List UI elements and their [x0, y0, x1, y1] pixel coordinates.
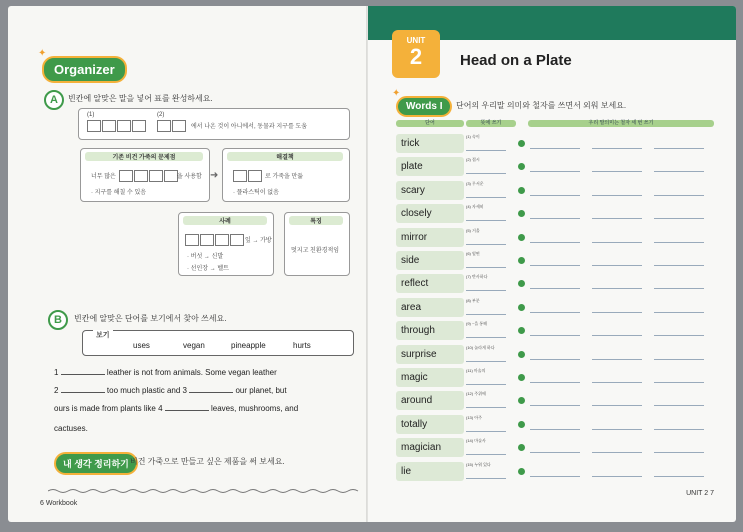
bullet-icon	[518, 280, 525, 287]
spelling-line[interactable]	[654, 382, 704, 383]
spelling-line[interactable]	[530, 382, 580, 383]
meaning-field[interactable]	[466, 368, 506, 387]
unit-badge	[392, 30, 440, 78]
meaning-field[interactable]	[466, 345, 506, 364]
sentence-4: cactuses.	[54, 424, 88, 433]
word-cell: trick	[396, 134, 464, 153]
meaning-field[interactable]	[466, 134, 506, 153]
spelling-line[interactable]	[592, 359, 642, 360]
meaning-field[interactable]	[466, 415, 506, 434]
bullet-icon	[518, 140, 525, 147]
meaning-hint: (13) 아주	[466, 415, 482, 420]
spelling-line[interactable]	[530, 148, 580, 149]
meaning-field[interactable]	[466, 462, 506, 481]
spelling-line[interactable]	[654, 218, 704, 219]
section-b-marker: B	[48, 310, 68, 330]
right-page	[368, 6, 736, 522]
answer-blank-1[interactable]	[61, 374, 105, 375]
spelling-line[interactable]	[530, 288, 580, 289]
bogi-box	[82, 330, 354, 356]
word-cell: plate	[396, 157, 464, 176]
bogi-word-vegan: vegan	[183, 341, 205, 350]
spelling-line[interactable]	[530, 265, 580, 266]
sentence-1	[54, 368, 277, 377]
meaning-hint: (5) 거울	[466, 228, 480, 233]
spelling-line[interactable]	[592, 148, 642, 149]
blank-3[interactable]	[119, 169, 179, 187]
bullet-icon	[518, 210, 525, 217]
spelling-line[interactable]	[592, 476, 642, 477]
answer-blank-3[interactable]	[189, 392, 233, 393]
bullet-icon	[518, 421, 525, 428]
meaning-hint: (7) 반사하다	[466, 274, 488, 279]
unit-number: 2	[409, 44, 423, 69]
spelling-line[interactable]	[592, 265, 642, 266]
blank-num-2: (2)	[157, 112, 165, 118]
bullet-icon	[518, 257, 525, 264]
blank-num-s1: 1	[54, 368, 59, 377]
spelling-line[interactable]	[592, 288, 642, 289]
spelling-line[interactable]	[530, 242, 580, 243]
spelling-line[interactable]	[530, 171, 580, 172]
spelling-line[interactable]	[530, 359, 580, 360]
meaning-hint: (2) 접시	[466, 157, 480, 162]
organizer-badge: Organizer	[42, 56, 127, 83]
spelling-line[interactable]	[654, 265, 704, 266]
example-box	[178, 212, 274, 276]
word-cell: through	[396, 321, 464, 340]
spelling-line[interactable]	[654, 335, 704, 336]
spelling-line[interactable]	[654, 171, 704, 172]
spelling-line[interactable]	[592, 429, 642, 430]
spelling-line[interactable]	[654, 312, 704, 313]
feature-title: 특징	[289, 216, 343, 225]
words-instruction: 단어의 우리말 의미와 철자를 쓰면서 외워 보세요.	[456, 101, 627, 110]
sentence-3-text: ours is made from plants like	[54, 404, 156, 413]
section-b-instruction: 빈칸에 알맞은 단어를 보기에서 찾아 쓰세요.	[74, 314, 227, 323]
arrow-right-icon: ➜	[210, 170, 219, 181]
spelling-line[interactable]	[654, 476, 704, 477]
spelling-line[interactable]	[654, 288, 704, 289]
bullet-icon	[518, 304, 525, 311]
spelling-line[interactable]	[592, 452, 642, 453]
word-cell: area	[396, 298, 464, 317]
solution-title: 해결책	[227, 152, 343, 161]
problem-box	[80, 148, 210, 202]
meaning-hint: (9) ~을 통해	[466, 321, 488, 326]
meaning-field[interactable]	[466, 298, 506, 317]
sentence-2	[54, 386, 287, 395]
meaning-field[interactable]	[466, 438, 506, 457]
col-header-word: 단어	[396, 120, 464, 127]
blank-5[interactable]	[185, 233, 245, 251]
blank-num-s4: 4	[158, 404, 163, 413]
spelling-line[interactable]	[592, 405, 642, 406]
bullet-icon	[518, 327, 525, 334]
meaning-hint: (11) 마술의	[466, 368, 486, 373]
sparkle-icon: ✦	[38, 48, 47, 59]
unit-title: Head on a Plate	[460, 52, 572, 69]
bullet-icon	[518, 468, 525, 475]
example-item1: 잎 → 가방	[245, 238, 272, 244]
meaning-field[interactable]	[466, 228, 506, 247]
blank-num-1: (1)	[87, 112, 95, 118]
meaning-hint: (1) 속이	[466, 134, 480, 139]
section-a-marker: A	[44, 90, 64, 110]
spelling-line[interactable]	[592, 242, 642, 243]
words-badge: Words I	[396, 96, 452, 117]
sparkle-icon: ✦	[392, 88, 401, 99]
spelling-line[interactable]	[530, 195, 580, 196]
spelling-line[interactable]	[654, 452, 704, 453]
bogi-word-hurts: hurts	[293, 341, 311, 350]
bullet-icon	[518, 163, 525, 170]
spelling-line[interactable]	[530, 312, 580, 313]
spelling-line[interactable]	[654, 242, 704, 243]
spelling-line[interactable]	[530, 476, 580, 477]
word-cell: magician	[396, 438, 464, 457]
spelling-line[interactable]	[530, 218, 580, 219]
spelling-line[interactable]	[654, 359, 704, 360]
spelling-line[interactable]	[654, 195, 704, 196]
solution-item1: 로 가죽을 만듦	[265, 174, 304, 180]
sentence-2-text2: our planet, but	[235, 386, 287, 395]
problem-item1-pre: 너무 많은	[91, 174, 116, 180]
spelling-line[interactable]	[654, 148, 704, 149]
top-summary-box	[78, 108, 350, 140]
answer-blank-4[interactable]	[165, 410, 209, 411]
bogi-word-pineapple: pineapple	[231, 341, 266, 350]
bogi-word-uses: uses	[133, 341, 150, 350]
page-footer-left: 6 Workbook	[40, 500, 78, 507]
example-item2: · 버섯 → 신발	[187, 254, 224, 260]
meaning-field[interactable]	[466, 251, 506, 270]
left-page	[8, 6, 378, 522]
meaning-hint: (10) 놀라게 하다	[466, 345, 495, 350]
blank-4[interactable]	[233, 169, 263, 187]
sentence-3-text2: leaves, mushrooms, and	[210, 404, 299, 413]
page-footer-right: UNIT 2 7	[686, 490, 714, 497]
col-header-spelling: 우리 말의미는 철자 세 번 쓰기	[528, 120, 714, 127]
sentence-2-text: too much plastic and	[106, 386, 181, 395]
example-title: 사례	[183, 216, 267, 225]
meaning-field[interactable]	[466, 274, 506, 293]
word-cell: side	[396, 251, 464, 270]
spelling-line[interactable]	[530, 452, 580, 453]
problem-item2: · 지구를 해칠 수 있음	[91, 190, 147, 196]
meaning-field[interactable]	[466, 321, 506, 340]
meaning-hint: (14) 마술사	[466, 438, 486, 443]
word-cell: around	[396, 391, 464, 410]
blank-num-s2: 2	[54, 386, 59, 395]
feature-item1: 멋지고 친환경적임	[291, 248, 340, 254]
sentence-1-text: leather is not from animals. Some vegan leather	[106, 368, 277, 377]
word-cell: mirror	[396, 228, 464, 247]
spelling-line[interactable]	[592, 382, 642, 383]
feature-box	[284, 212, 350, 276]
meaning-hint: (3) 무서운	[466, 181, 484, 186]
answer-blank-2[interactable]	[61, 392, 105, 393]
spelling-line[interactable]	[592, 171, 642, 172]
spelling-line[interactable]	[592, 218, 642, 219]
spelling-line[interactable]	[654, 405, 704, 406]
section-a-instruction: 빈칸에 알맞은 말을 넣어 표를 완성하세요.	[68, 94, 213, 103]
meaning-field[interactable]	[466, 157, 506, 176]
word-cell: scary	[396, 181, 464, 200]
bogi-label: 보기	[93, 330, 113, 340]
col-header-meaning: 뜻에 쓰기	[466, 120, 516, 127]
think-instruction: 비건 가죽으로 만들고 싶은 제품을 써 보세요.	[130, 457, 285, 466]
problem-item1-post: 을 사용함	[177, 174, 202, 180]
think-badge: 내 생각 정리하기	[54, 452, 138, 475]
wavy-writing-line[interactable]	[48, 488, 363, 494]
bullet-icon	[518, 444, 525, 451]
spelling-line[interactable]	[592, 195, 642, 196]
word-cell: surprise	[396, 345, 464, 364]
meaning-hint: (6) 옆면	[466, 251, 480, 256]
meaning-field[interactable]	[466, 181, 506, 200]
bullet-icon	[518, 397, 525, 404]
meaning-field[interactable]	[466, 204, 506, 223]
example-item3: · 선인장 → 벨트	[187, 266, 229, 272]
meaning-hint: (12) 주위에	[466, 391, 486, 396]
meaning-field[interactable]	[466, 391, 506, 410]
meaning-hint: (15) 누워 있다	[466, 462, 491, 467]
sentence-3	[54, 404, 298, 413]
spelling-line[interactable]	[530, 429, 580, 430]
spelling-line[interactable]	[592, 335, 642, 336]
bullet-icon	[518, 187, 525, 194]
word-cell: lie	[396, 462, 464, 481]
meaning-hint: (8) 부분	[466, 298, 480, 303]
spelling-line[interactable]	[530, 405, 580, 406]
bullet-icon	[518, 351, 525, 358]
top-box-text: 에서 나온 것이 아니에서, 동물과 지구를 도움	[191, 124, 307, 130]
blank-num-s3: 3	[182, 386, 187, 395]
unit-label: UNIT	[406, 36, 426, 45]
spelling-line[interactable]	[654, 429, 704, 430]
spelling-line[interactable]	[592, 312, 642, 313]
blank-2[interactable]	[157, 119, 187, 137]
problem-title: 기존 비건 가죽의 문제점	[85, 152, 203, 161]
meaning-hint: (4) 자세히	[466, 204, 484, 209]
blank-1[interactable]	[87, 119, 147, 137]
solution-item2: · 플라스틱이 없음	[233, 190, 279, 196]
word-cell: closely	[396, 204, 464, 223]
word-cell: reflect	[396, 274, 464, 293]
word-cell: totally	[396, 415, 464, 434]
bullet-icon	[518, 234, 525, 241]
word-cell: magic	[396, 368, 464, 387]
bullet-icon	[518, 374, 525, 381]
spelling-line[interactable]	[530, 335, 580, 336]
solution-box	[222, 148, 350, 202]
